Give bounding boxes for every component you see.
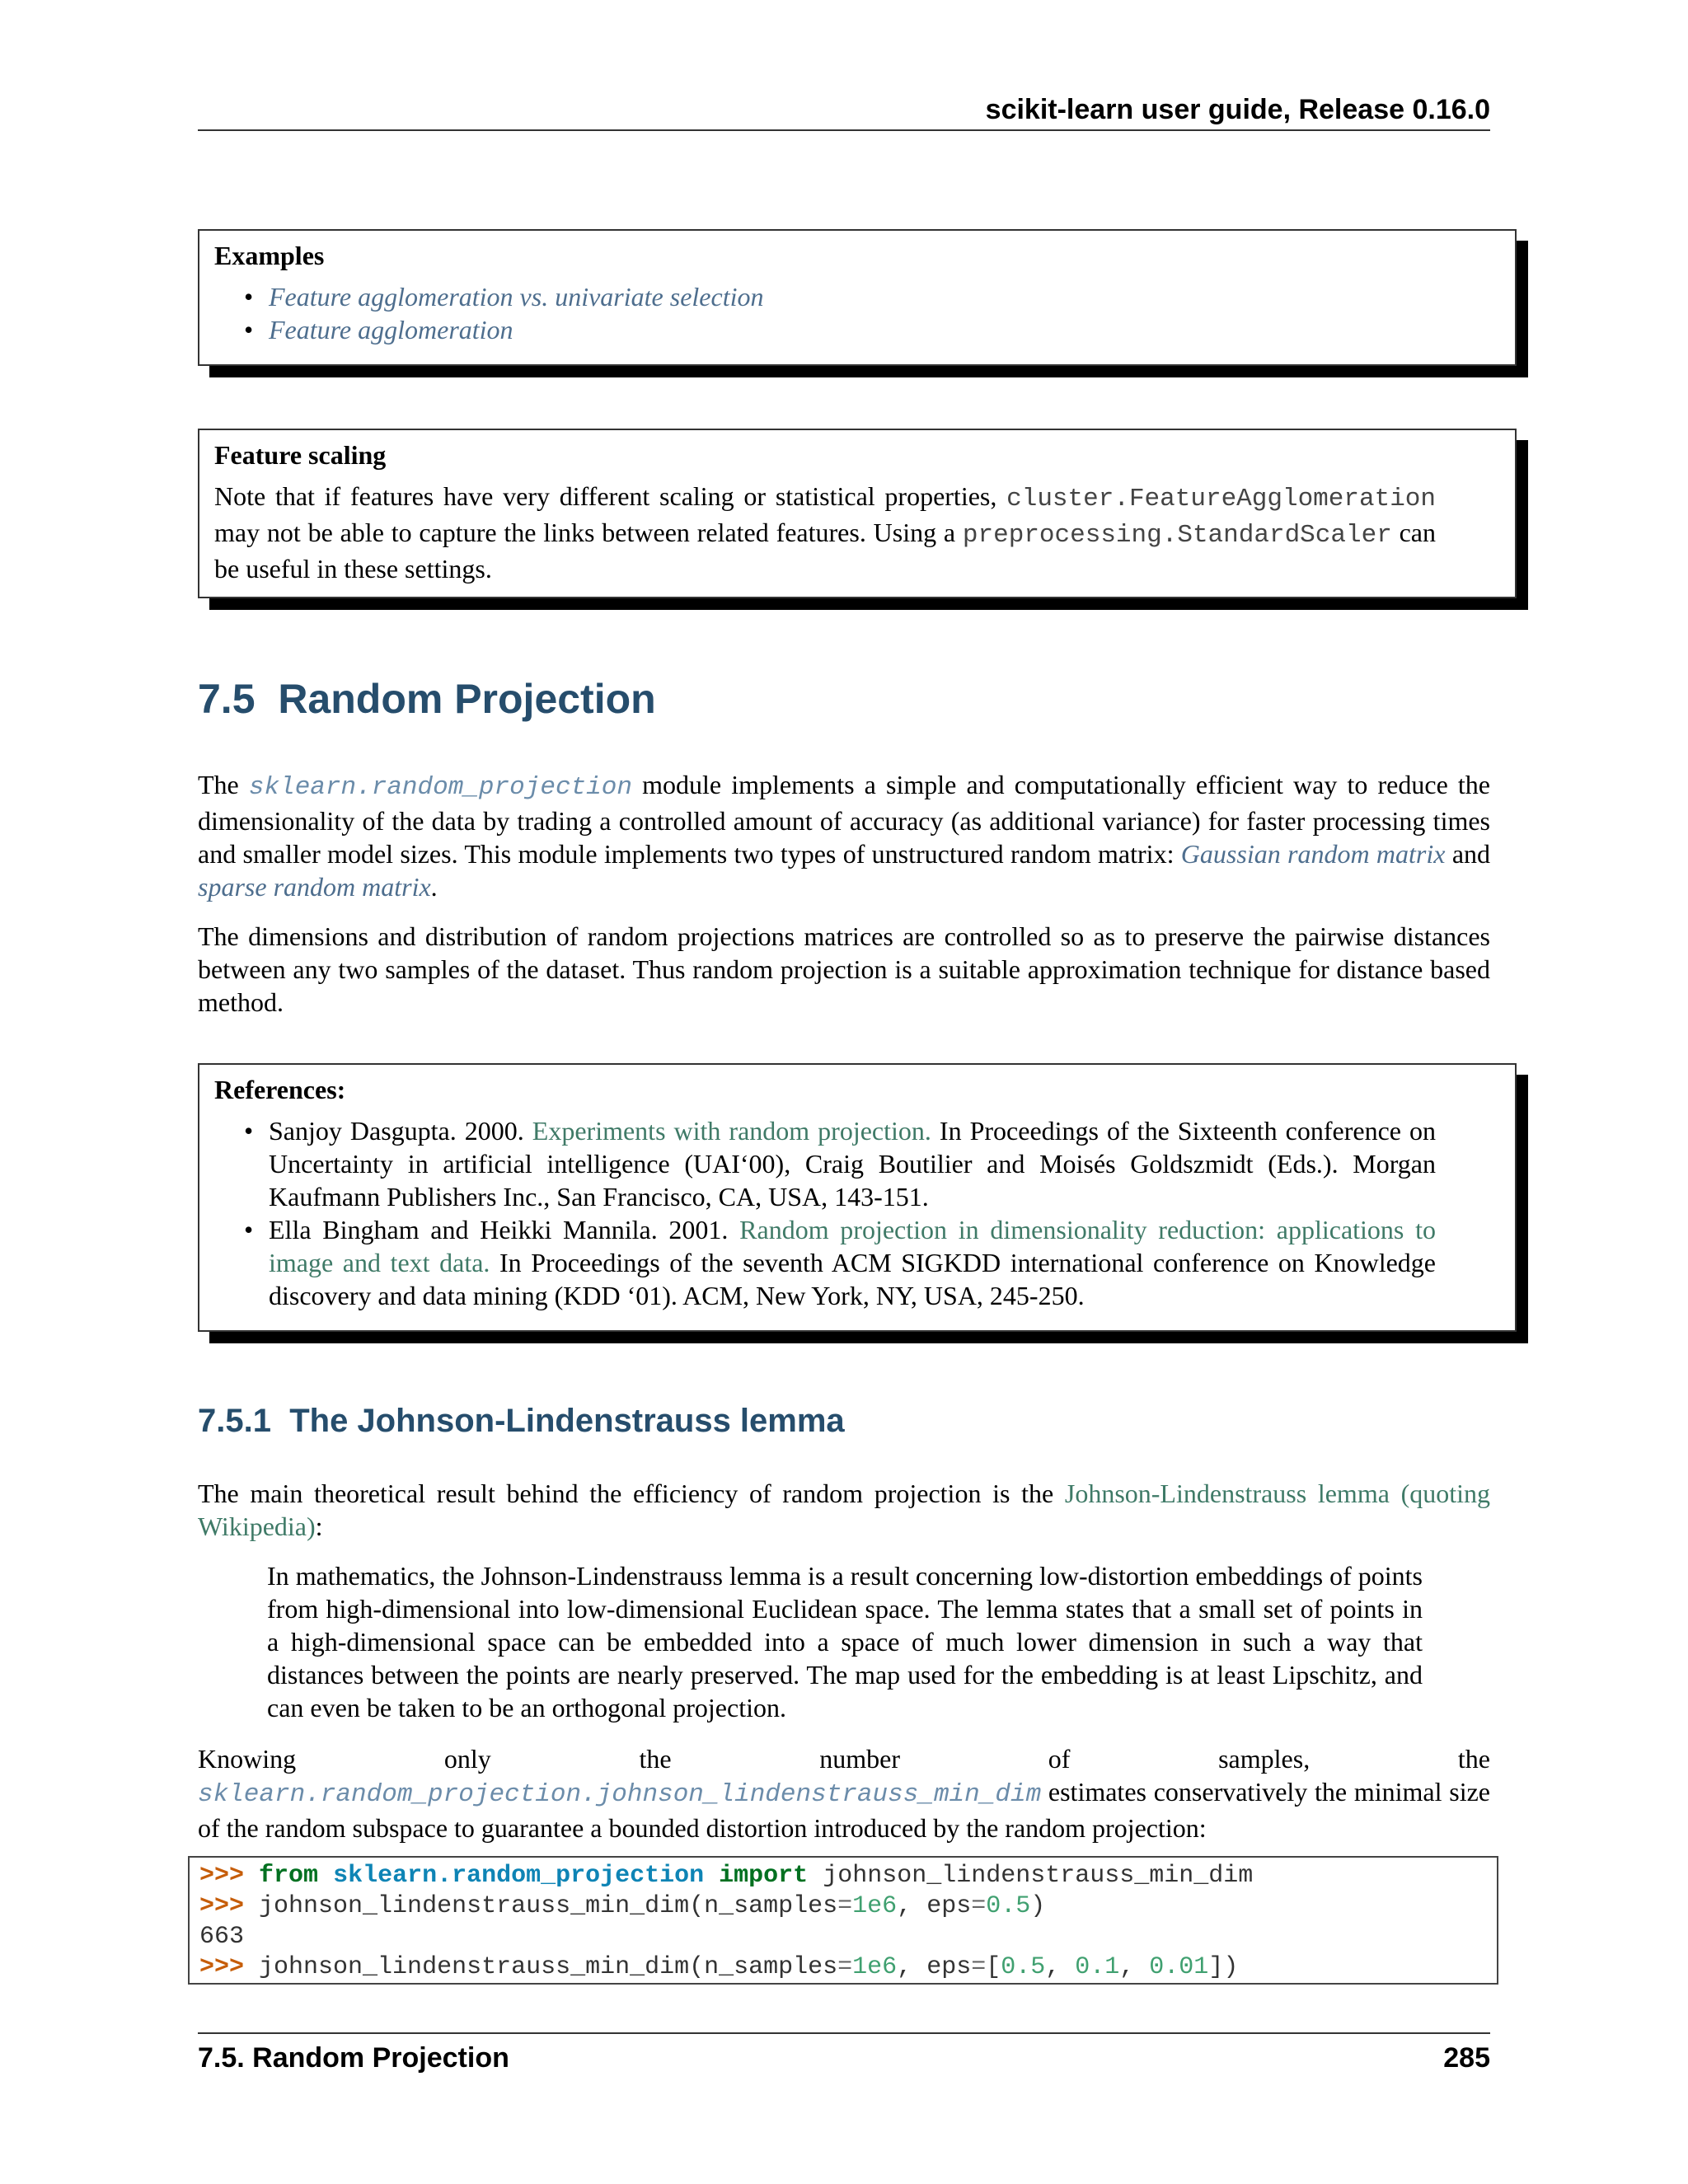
references-title: References:	[214, 1075, 346, 1104]
section-paragraph-2: The dimensions and distribution of random projections matrices are controlled so as to preserve the pairwise distances between any two samples of the dataset. Thus random projection is a suitable approximation technique for distance based method.	[198, 921, 1490, 1017]
block-quote: In mathematics, the Johnson-Lindenstrauss lemma is a result concerning low-distortion embeddings of points from high-dimensional into low-dimensional Euclidean space. The lemma states that a small set of points in a high-dimensional space can be embedded into a space of much lower dimension in such a way that distances between the points are nearly preserved. The map used for the embedding is at least Lipschitz, and can even be taken to be an orthogonal projection.	[267, 1561, 1423, 1722]
code-text: ,	[1119, 1953, 1150, 1981]
code-number: 0.01	[1149, 1953, 1209, 1981]
references-list	[214, 1114, 1502, 1312]
text: .	[430, 872, 438, 902]
text: Sanjoy Dasgupta. 2000.	[269, 1116, 532, 1146]
code-operator: =	[837, 1892, 853, 1920]
code-prompt: >>>	[199, 1892, 245, 1920]
code-prompt: >>>	[199, 1862, 245, 1890]
code-text: johnson_lindenstrauss_min_dim(n_samples	[259, 1892, 838, 1920]
gaussian-random-matrix-link[interactable]: Gaussian random matrix	[1180, 839, 1446, 869]
code-number: 0.5	[986, 1892, 1031, 1920]
subsection-paragraph-2	[198, 1742, 1490, 1844]
examples-title: Examples	[214, 241, 325, 270]
text: Knowing only the number of samples, the	[198, 1744, 1490, 1774]
standard-scaler-code: preprocessing.StandardScaler	[962, 521, 1392, 550]
feature-agglomeration-code: cluster.FeatureAgglomeration	[1006, 485, 1437, 513]
subsection-number: 7.5.1	[198, 1403, 271, 1439]
text: The main theoretical result behind the efficiency of random projection is the	[198, 1479, 1065, 1508]
text: estimates conservatively the minimal size of the random subspace to guarantee a bounded distortion introduced by the random projection:	[198, 1777, 1490, 1843]
code-text: , eps	[897, 1892, 972, 1920]
page-number: 285	[1443, 2042, 1490, 2074]
code-text: , eps	[897, 1953, 972, 1981]
feature-scaling-box	[198, 429, 1517, 598]
feature-scaling-text-3: can be useful in these settings.	[214, 518, 1437, 583]
jl-lemma-wikipedia-link[interactable]: Johnson-Lindenstrauss lemma (quoting Wikipedia)	[198, 1479, 1491, 1541]
code-text: ])	[1208, 1953, 1239, 1981]
code-operator: =	[971, 1892, 987, 1920]
section-paragraph-1	[198, 768, 1490, 903]
code-text: [	[986, 1953, 1001, 1981]
feature-scaling-text-2: may not be able to capture the links between related features. Using a	[214, 518, 963, 547]
references-box	[198, 1063, 1517, 1332]
code-number: 0.1	[1075, 1953, 1120, 1981]
list-item	[269, 1213, 1436, 1312]
feature-scaling-text	[214, 480, 1502, 585]
code-module: sklearn.random_projection	[333, 1862, 705, 1890]
list-item	[269, 1114, 1436, 1213]
code-operator: =	[971, 1953, 987, 1981]
text: Ella Bingham and Heikki Mannila. 2001.	[269, 1215, 740, 1244]
list-item	[269, 280, 1502, 313]
code-number: 0.5	[1001, 1953, 1046, 1981]
reference-link-dasgupta[interactable]: Experiments with random projection.	[532, 1116, 931, 1146]
subsection-title: The Johnson-Lindenstrauss lemma	[289, 1403, 845, 1439]
code-block	[188, 1856, 1498, 1985]
section-title: Random Projection	[278, 676, 656, 722]
feature-scaling-text-1: Note that if features have very different scaling or statistical properties,	[214, 481, 997, 511]
code-output: 663	[199, 1923, 245, 1951]
code-text: johnson_lindenstrauss_min_dim	[823, 1862, 1254, 1890]
code-text: johnson_lindenstrauss_min_dim(n_samples	[259, 1953, 838, 1981]
code-line	[199, 1952, 1487, 1983]
code-operator: =	[837, 1953, 853, 1981]
example-link-feature-agglomeration-vs-univariate[interactable]: Feature agglomeration vs. univariate selection	[269, 282, 764, 312]
text: and	[1445, 839, 1491, 869]
text: :	[315, 1511, 323, 1541]
section-heading	[198, 674, 656, 724]
subsection-heading	[198, 1401, 845, 1441]
code-line	[199, 1922, 1487, 1952]
code-text: )	[1030, 1892, 1046, 1920]
header-divider	[198, 129, 1490, 131]
code-text: ,	[1045, 1953, 1076, 1981]
feature-scaling-title: Feature scaling	[214, 440, 387, 470]
examples-box	[198, 229, 1517, 366]
example-link-feature-agglomeration[interactable]: Feature agglomeration	[269, 315, 513, 344]
code-keyword: from	[259, 1862, 319, 1890]
code-number: 1e6	[852, 1892, 898, 1920]
text: The	[198, 770, 249, 799]
code-line	[199, 1861, 1487, 1891]
random-projection-module-link[interactable]: sklearn.random_projection	[248, 773, 632, 802]
code-keyword: import	[719, 1862, 809, 1890]
jl-min-dim-function-link[interactable]: sklearn.random_projection.johnson_lindenstrauss_min_dim	[198, 1780, 1042, 1809]
code-number: 1e6	[852, 1953, 898, 1981]
subsection-paragraph-1	[198, 1477, 1490, 1543]
code-line	[199, 1891, 1487, 1922]
text: module implements a simple and computationally efficient way to reduce the dimensionality of the data by trading a controlled amount of accuracy (as additional variance) for faster processing times and smaller model sizes. This module implements two types of unstructured random matrix:	[198, 770, 1491, 869]
sparse-random-matrix-link[interactable]: sparse random matrix	[198, 872, 431, 902]
text: In Proceedings of the Sixteenth conference on Uncertainty in artificial intelligence (UAI‘00), Craig Boutilier and Moisés Goldszmidt (Eds.). Morgan Kaufmann Publishers Inc., San Francisco, CA, USA, 143-151.	[269, 1116, 1437, 1212]
section-number: 7.5	[198, 676, 256, 722]
reference-link-bingham[interactable]: Random projection in dimensionality reduction: applications to image and text data.	[269, 1215, 1436, 1277]
code-prompt: >>>	[199, 1953, 245, 1981]
text: In Proceedings of the seventh ACM SIGKDD international conference on Knowledge discovery and data mining (KDD ‘01). ACM, New York, NY, USA, 245-250.	[269, 1248, 1437, 1310]
list-item	[269, 313, 1502, 346]
footer-section-title: 7.5. Random Projection	[198, 2042, 509, 2074]
examples-list	[214, 280, 1502, 346]
footer-divider	[198, 2032, 1490, 2034]
running-header: scikit-learn user guide, Release 0.16.0	[985, 94, 1490, 125]
